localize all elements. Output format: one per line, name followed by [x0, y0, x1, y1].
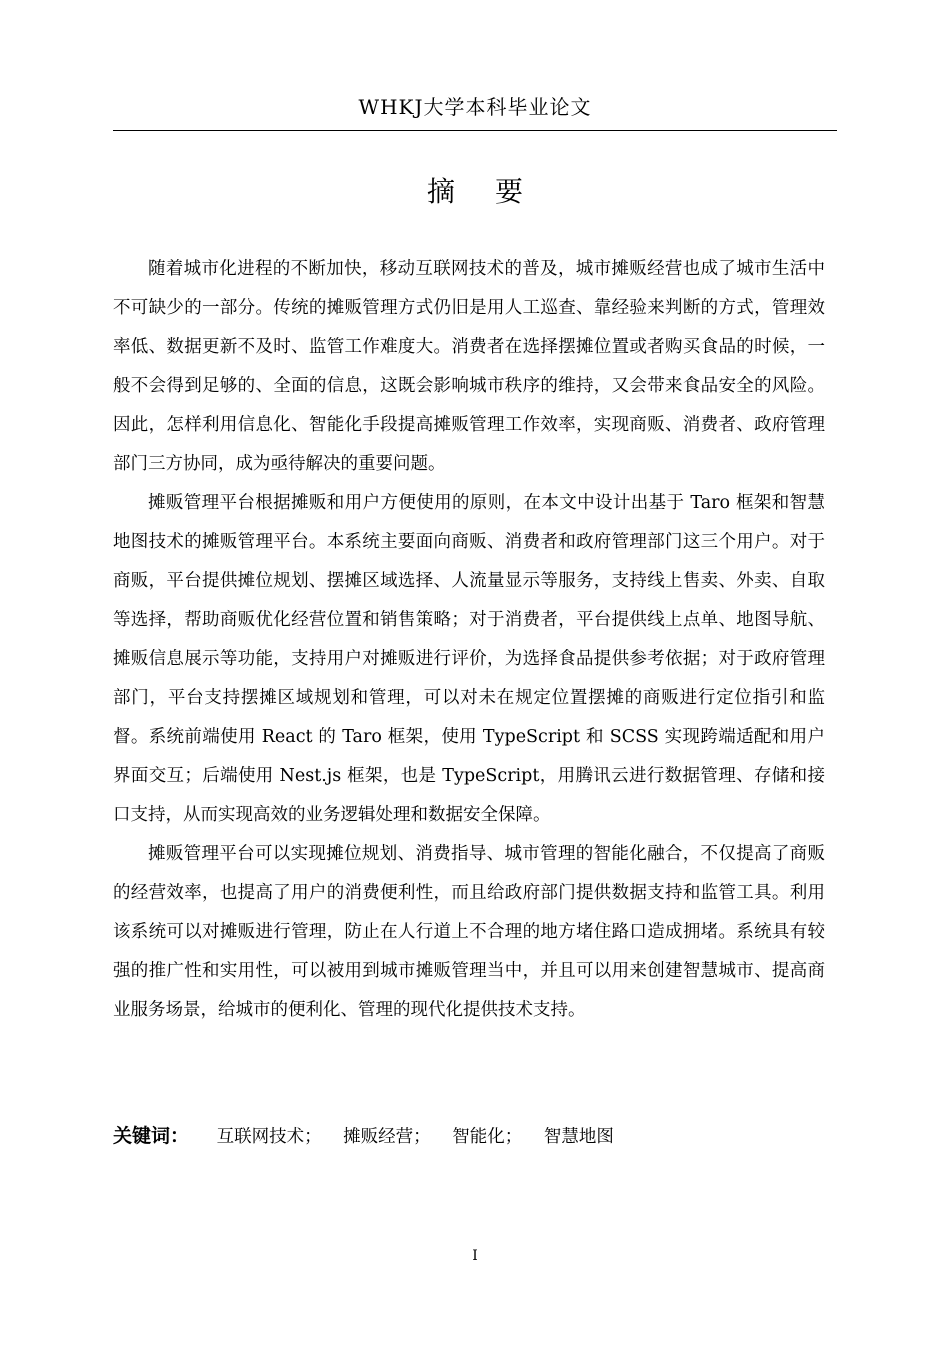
- keyword: 智慧地图: [543, 1127, 614, 1147]
- abstract-paragraph: 摊贩管理平台根据摊贩和用户方便使用的原则，在本文中设计出基于 Taro 框架和智慧地图技术的摊贩管理平台。本系统主要面向商贩、消费者和政府管理部门这三个用户。对于商贩，平台提供摊位规划、摆摊区域选择、人流量显示等服务，支持线上售卖、外卖、自取等选择，帮助商贩优化经营位置和销售策略；对于消费者，平台提供线上点单、地图导航、摊贩信息展示等功能，支持用户对摊贩进行评价，为选择食品提供参考依据；对于政府管理部门，平台支持摆摊区域规划和管理，可以对未在规定位置摆摊的商贩进行定位指引和监督。系统前端使用 React 的 Taro 框架，使用 TypeScript 和 SCSS 实现跨端适配和用户界面交互；后端使用 Nest.js 框架，也是 TypeScript，用腾讯云进行数据管理、存储和接口支持，从而实现高效的业务逻辑处理和数据安全保障。: [113, 493, 825, 825]
- page-number: I: [472, 1248, 478, 1264]
- page-header: WHKJ大学本科毕业论文: [358, 95, 592, 119]
- keywords-line: [113, 1118, 825, 1155]
- abstract-body: [113, 250, 825, 1030]
- abstract-paragraph: 随着城市化进程的不断加快，移动互联网技术的普及，城市摊贩经营也成了城市生活中不可缺少的一部分。传统的摊贩管理方式仍旧是用人工巡查、靠经验来判断的方式，管理效率低、数据更新不及时、监管工作难度大。消费者在选择摆摊位置或者购买食品的时候，一般不会得到足够的、全面的信息，这既会影响城市秩序的维持，又会带来食品安全的风险。因此，怎样利用信息化、智能化手段提高摊贩管理工作效率，实现商贩、消费者、政府管理部门三方协同，成为亟待解决的重要问题。: [113, 259, 825, 474]
- abstract-paragraph: 摊贩管理平台可以实现摊位规划、消费指导、城市管理的智能化融合，不仅提高了商贩的经营效率，也提高了用户的消费便利性，而且给政府部门提供数据支持和监管工具。利用该系统可以对摊贩进行管理，防止在人行道上不合理的地方堵住路口造成拥堵。系统具有较强的推广性和实用性，可以被用到城市摊贩管理当中，并且可以用来创建智慧城市、提高商业服务场景，给城市的便利化、管理的现代化提供技术支持。: [113, 844, 825, 1020]
- header-divider: [113, 130, 837, 131]
- keywords-label: 关键词：: [113, 1125, 190, 1147]
- keyword: 智能化；: [452, 1127, 523, 1147]
- keyword: 互联网技术；: [216, 1127, 322, 1147]
- abstract-title: 摘要: [426, 175, 563, 208]
- keyword: 摊贩经营；: [343, 1127, 431, 1147]
